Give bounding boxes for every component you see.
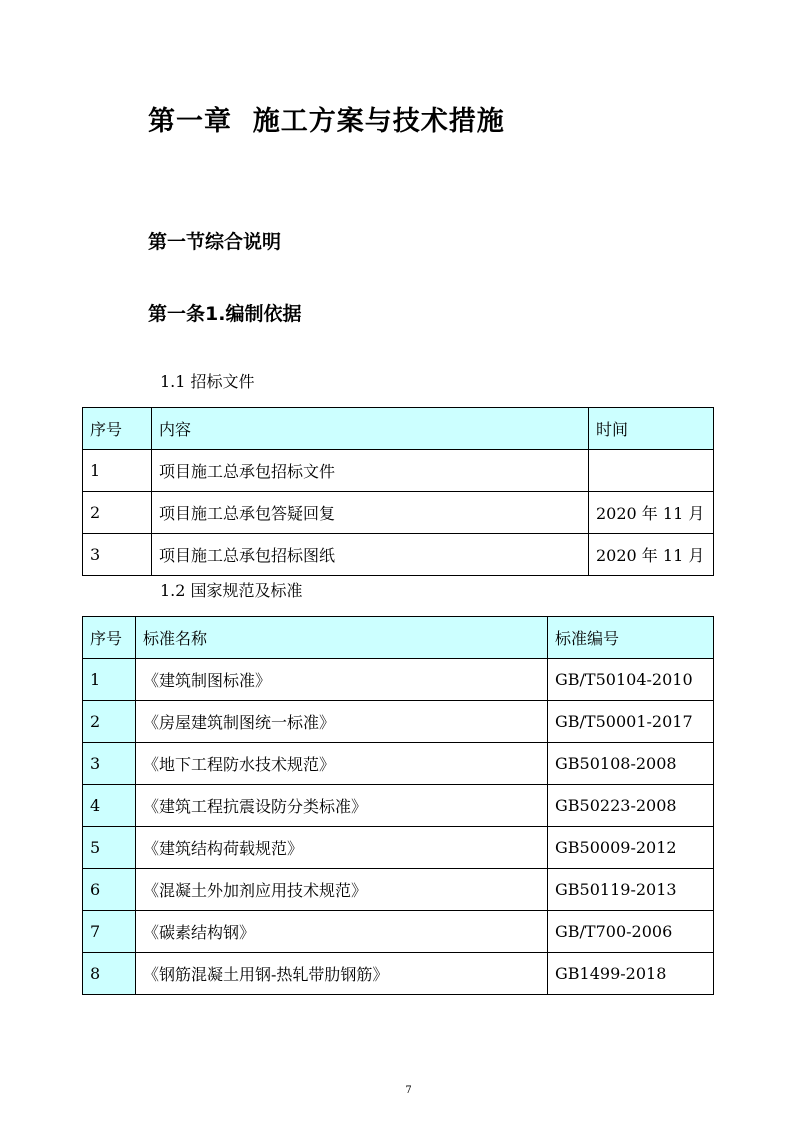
row-content: 项目施工总承包招标文件 [152, 450, 589, 492]
row-index: 2 [83, 701, 136, 743]
column-header-standard-name: 标准名称 [136, 617, 548, 659]
table-row [83, 659, 714, 701]
row-index: 6 [83, 869, 136, 911]
table-header-row [83, 408, 714, 450]
row-standard-code: GB/T700-2006 [548, 911, 714, 953]
row-standard-name: 《建筑制图标准》 [136, 659, 548, 701]
page-number: 7 [405, 1085, 412, 1096]
row-standard-code: GB/T50001-2017 [548, 701, 714, 743]
article-title: 第一条1.编制依据 [148, 303, 302, 325]
row-standard-name: 《混凝土外加剂应用技术规范》 [136, 869, 548, 911]
tender-docs-heading: 1.1 招标文件 [160, 372, 255, 391]
row-time: 2020 年 11 月 [589, 492, 714, 534]
row-index: 3 [83, 534, 152, 576]
row-standard-name: 《建筑结构荷载规范》 [136, 827, 548, 869]
row-standard-code: GB50223-2008 [548, 785, 714, 827]
row-standard-name: 《钢筋混凝土用钢-热轧带肋钢筋》 [136, 953, 548, 995]
table-row [83, 911, 714, 953]
row-content: 项目施工总承包答疑回复 [152, 492, 589, 534]
table-row [83, 701, 714, 743]
row-index: 3 [83, 743, 136, 785]
row-standard-code: GB1499-2018 [548, 953, 714, 995]
standards-heading: 1.2 国家规范及标准 [160, 581, 303, 600]
table-row [83, 827, 714, 869]
table-row [83, 785, 714, 827]
row-index: 1 [83, 450, 152, 492]
column-header-index: 序号 [83, 408, 152, 450]
row-index: 4 [83, 785, 136, 827]
row-standard-name: 《地下工程防水技术规范》 [136, 743, 548, 785]
table-row [83, 534, 714, 576]
section-title: 第一节综合说明 [148, 231, 282, 253]
table-row [83, 450, 714, 492]
row-standard-code: GB/T50104-2010 [548, 659, 714, 701]
row-index: 1 [83, 659, 136, 701]
tender-docs-table [82, 407, 714, 576]
row-index: 2 [83, 492, 152, 534]
table-row [83, 953, 714, 995]
row-standard-code: GB50009-2012 [548, 827, 714, 869]
row-index: 8 [83, 953, 136, 995]
chapter-title: 第一章 施工方案与技术措施 [148, 106, 505, 137]
standards-table [82, 616, 714, 995]
table-row [83, 869, 714, 911]
row-index: 5 [83, 827, 136, 869]
column-header-content: 内容 [152, 408, 589, 450]
table-header-row [83, 617, 714, 659]
table-row [83, 743, 714, 785]
row-standard-name: 《建筑工程抗震设防分类标准》 [136, 785, 548, 827]
column-header-standard-code: 标准编号 [548, 617, 714, 659]
table-row [83, 492, 714, 534]
column-header-time: 时间 [589, 408, 714, 450]
column-header-index: 序号 [83, 617, 136, 659]
row-standard-code: GB50119-2013 [548, 869, 714, 911]
row-standard-name: 《碳素结构钢》 [136, 911, 548, 953]
row-content: 项目施工总承包招标图纸 [152, 534, 589, 576]
row-time [589, 450, 714, 492]
row-time: 2020 年 11 月 [589, 534, 714, 576]
row-index: 7 [83, 911, 136, 953]
row-standard-name: 《房屋建筑制图统一标准》 [136, 701, 548, 743]
row-standard-code: GB50108-2008 [548, 743, 714, 785]
